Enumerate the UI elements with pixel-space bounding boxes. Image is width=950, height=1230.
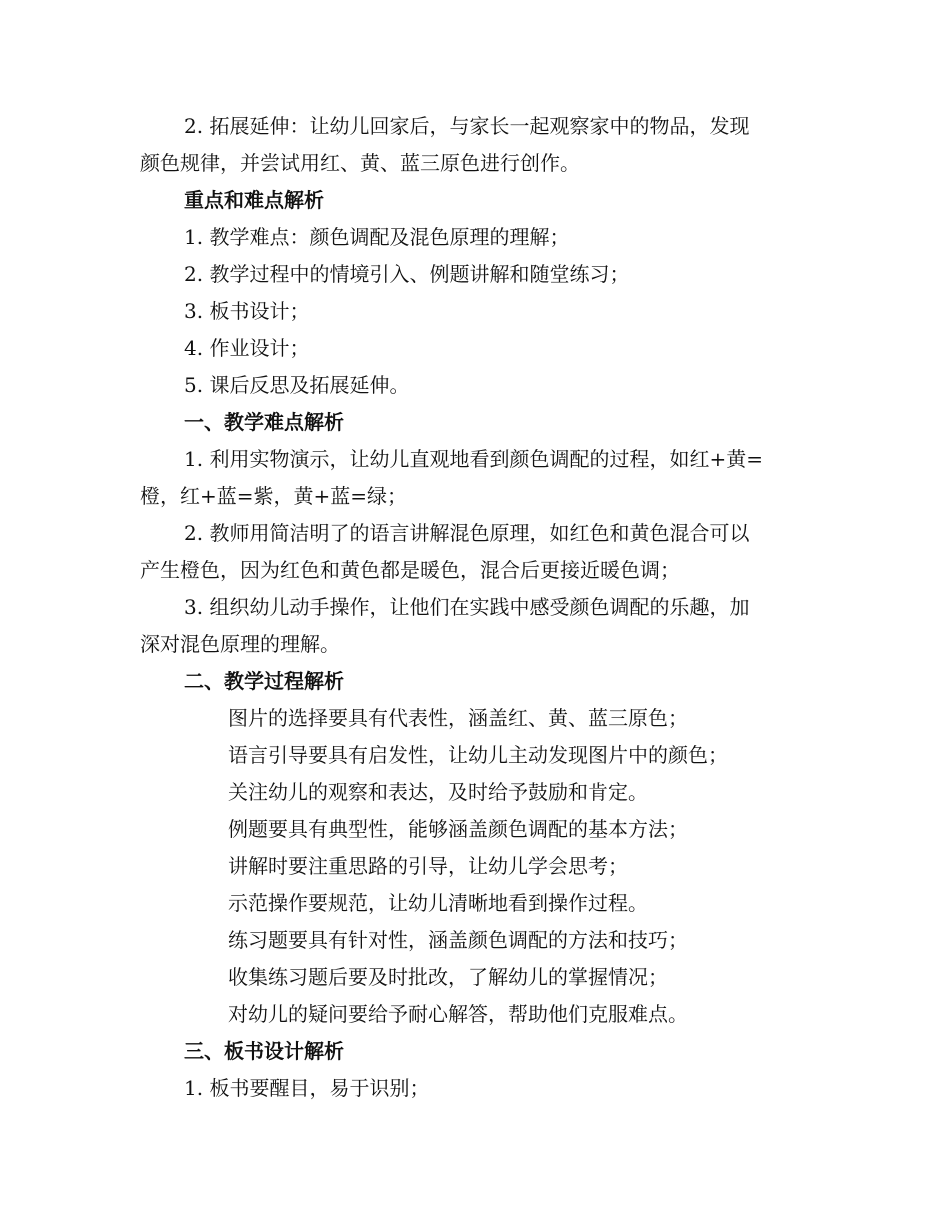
paragraph-line: 关注幼儿的观察和表达，及时给予鼓励和肯定。 <box>228 780 648 804</box>
paragraph-line: 练习题要具有针对性，涵盖颜色调配的方法和技巧； <box>228 928 688 952</box>
paragraph-line: 产生橙色，因为红色和黄色都是暖色，混合后更接近暖色调； <box>140 558 680 582</box>
paragraph-line: 3. 组织幼儿动手操作，让他们在实践中感受颜色调配的乐趣，加 <box>184 595 750 619</box>
section-heading: 二、教学过程解析 <box>184 669 344 693</box>
section-heading: 一、教学难点解析 <box>184 410 344 434</box>
list-item: 1. 教学难点：颜色调配及混色原理的理解； <box>184 225 570 249</box>
section-heading: 重点和难点解析 <box>184 188 324 212</box>
paragraph-line: 2. 拓展延伸：让幼儿回家后，与家长一起观察家中的物品，发现 <box>184 114 750 138</box>
paragraph-line: 颜色规律，并尝试用红、黄、蓝三原色进行创作。 <box>140 151 580 175</box>
list-item: 4. 作业设计； <box>184 336 310 360</box>
paragraph-line: 收集练习题后要及时批改，了解幼儿的掌握情况； <box>228 965 668 989</box>
paragraph-line: 图片的选择要具有代表性，涵盖红、黄、蓝三原色； <box>228 706 688 730</box>
list-item: 1. 板书要醒目，易于识别； <box>184 1076 430 1100</box>
list-item: 2. 教学过程中的情境引入、例题讲解和随堂练习； <box>184 262 630 286</box>
paragraph-line: 例题要具有典型性，能够涵盖颜色调配的基本方法； <box>228 817 688 841</box>
paragraph-line: 橙，红+蓝=紫，黄+蓝=绿； <box>140 484 408 508</box>
paragraph-line: 2. 教师用简洁明了的语言讲解混色原理，如红色和黄色混合可以 <box>184 521 750 545</box>
paragraph-line: 深对混色原理的理解。 <box>140 632 340 656</box>
paragraph-line: 示范操作要规范，让幼儿清晰地看到操作过程。 <box>228 891 648 915</box>
paragraph-line: 对幼儿的疑问要给予耐心解答，帮助他们克服难点。 <box>228 1002 688 1026</box>
list-item: 3. 板书设计； <box>184 299 310 323</box>
paragraph-line: 语言引导要具有启发性，让幼儿主动发现图片中的颜色； <box>228 743 728 767</box>
paragraph-line: 讲解时要注重思路的引导，让幼儿学会思考； <box>228 854 628 878</box>
paragraph-line: 1. 利用实物演示，让幼儿直观地看到颜色调配的过程，如红+黄= <box>184 447 763 471</box>
list-item: 5. 课后反思及拓展延伸。 <box>184 373 410 397</box>
section-heading: 三、板书设计解析 <box>184 1039 344 1063</box>
